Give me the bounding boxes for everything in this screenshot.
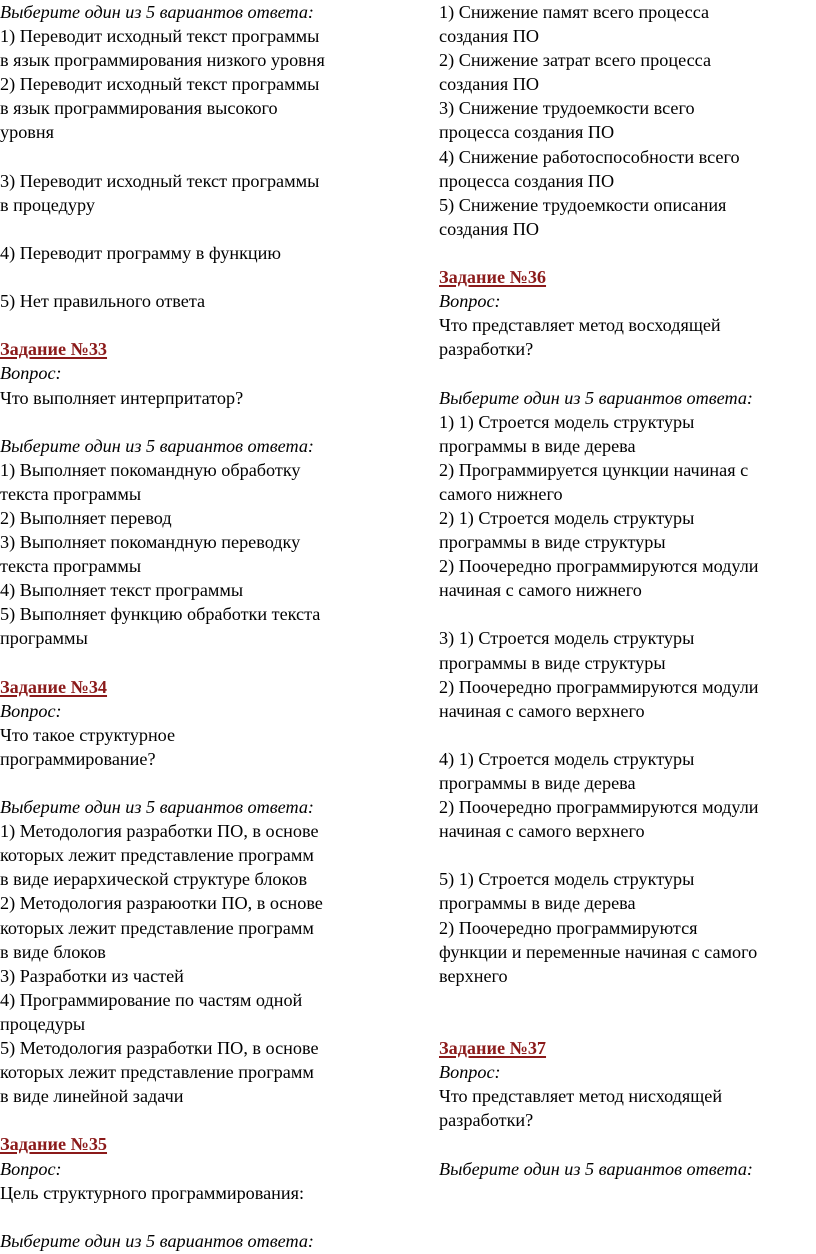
text-line: 2) Переводит исходный текст программы bbox=[0, 74, 320, 95]
blank-line bbox=[0, 1108, 400, 1132]
text-line: 5) Выполняет функцию обработки текста bbox=[0, 604, 321, 625]
text-line: Что представляет метод нисходящей bbox=[439, 1086, 723, 1107]
task-heading: Задание №37 bbox=[439, 1038, 547, 1059]
text-line: 4) Программирование по частям одной bbox=[0, 989, 303, 1010]
text-line: 5) Нет правильного ответа bbox=[0, 291, 206, 312]
text-line: создания ПО bbox=[439, 74, 539, 95]
text-line: создания ПО bbox=[439, 26, 539, 47]
blank-line bbox=[439, 988, 816, 1012]
blank-line bbox=[0, 217, 400, 241]
text-line: разработки? bbox=[439, 339, 534, 360]
text-line: начиная с самого верхнего bbox=[439, 821, 645, 842]
text-line: 4) Переводит программу в функцию bbox=[0, 242, 281, 263]
text-line: 4) Выполняет текст программы bbox=[0, 580, 244, 601]
blank-line bbox=[0, 410, 400, 434]
text-line: в виде линейной задачи bbox=[0, 1086, 184, 1107]
blank-line bbox=[439, 843, 816, 867]
text-line: 2) Поочередно программируются bbox=[439, 917, 698, 938]
prompt-label: Вопрос: bbox=[0, 700, 62, 721]
blank-line bbox=[439, 602, 816, 626]
text-line: создания ПО bbox=[439, 218, 539, 239]
text-line: 5) 1) Строется модель структуры bbox=[439, 869, 695, 890]
text-line: которых лежит представление программ bbox=[0, 917, 314, 938]
prompt-label: Вопрос: bbox=[0, 1158, 62, 1179]
text-line: 3) Снижение трудоемкости всего bbox=[439, 98, 695, 119]
text-line: программирование? bbox=[0, 748, 156, 769]
prompt-label: Выберите один из 5 вариантов ответа: bbox=[439, 387, 753, 408]
text-line: программы bbox=[0, 628, 88, 649]
text-line: Что такое структурное bbox=[0, 724, 176, 745]
text-line: текста программы bbox=[0, 483, 142, 504]
text-line: программы в виде структуры bbox=[439, 532, 666, 553]
blank-line bbox=[439, 1132, 816, 1156]
prompt-label: Выберите один из 5 вариантов ответа: bbox=[0, 1230, 314, 1251]
text-line: процесса создания ПО bbox=[439, 122, 615, 143]
text-line: 5) Снижение трудоемкости описания bbox=[439, 194, 727, 215]
prompt-label: Выберите один из 5 вариантов ответа: bbox=[0, 435, 314, 456]
text-line: начиная с самого нижнего bbox=[439, 580, 642, 601]
blank-line bbox=[0, 145, 400, 169]
blank-line bbox=[0, 771, 400, 795]
text-line: разработки? bbox=[439, 1110, 534, 1131]
blank-line bbox=[439, 723, 816, 747]
text-line: программы в виде дерева bbox=[439, 773, 636, 793]
task-heading: Задание №35 bbox=[0, 1134, 108, 1155]
text-line: 2) Выполняет перевод bbox=[0, 507, 172, 528]
text-line: 2) Поочередно программируются модули bbox=[439, 797, 759, 818]
text-line: 2) 1) Строется модель структуры bbox=[439, 507, 695, 528]
text-line: 3) 1) Строется модель структуры bbox=[439, 628, 695, 649]
right-column bbox=[439, 0, 816, 1181]
text-line: функции и переменные начиная с самого bbox=[439, 941, 758, 962]
blank-line bbox=[0, 651, 400, 675]
text-line: начиная с самого верхнего bbox=[439, 700, 645, 721]
text-line: верхнего bbox=[439, 965, 508, 986]
text-line: Что выполняет интерпритатор? bbox=[0, 387, 244, 408]
text-line: 2) Поочередно программируются модули bbox=[439, 556, 759, 577]
text-line: 2) Методология разраюотки ПО, в основе bbox=[0, 893, 323, 914]
blank-line bbox=[0, 313, 400, 337]
task-heading: Задание №34 bbox=[0, 676, 108, 697]
text-line: 2) Снижение затрат всего процесса bbox=[439, 50, 712, 71]
blank-line bbox=[0, 1205, 400, 1229]
blank-line bbox=[439, 361, 816, 385]
blank-line bbox=[0, 265, 400, 289]
text-line: программы в виде дерева bbox=[439, 435, 636, 456]
text-line: процесса создания ПО bbox=[439, 170, 615, 191]
text-line: которых лежит представление программ bbox=[0, 1062, 314, 1083]
prompt-label: Вопрос: bbox=[439, 1062, 501, 1083]
prompt-label: Выберите один из 5 вариантов ответа: bbox=[439, 1158, 753, 1179]
text-line: уровня bbox=[0, 122, 54, 143]
text-line: Что представляет метод восходящей bbox=[439, 315, 721, 336]
task-heading: Задание №36 bbox=[439, 267, 547, 288]
text-line: Цель структурного программирования: bbox=[0, 1182, 305, 1203]
text-line: 1) Снижение памят всего процесса bbox=[439, 2, 710, 22]
text-line: программы в виде структуры bbox=[439, 652, 666, 673]
blank-line bbox=[439, 1012, 816, 1036]
prompt-label: Выберите один из 5 вариантов ответа: bbox=[0, 2, 314, 22]
text-line: 1) 1) Строется модель структуры bbox=[439, 411, 695, 432]
text-line: 1) Методология разработки ПО, в основе bbox=[0, 821, 319, 842]
task-heading: Задание №33 bbox=[0, 339, 108, 360]
text-line: в виде иерархической структуре блоков bbox=[0, 869, 308, 890]
left-column bbox=[0, 0, 400, 1253]
text-line: в процедуру bbox=[0, 194, 95, 215]
text-line: которых лежит представление программ bbox=[0, 845, 314, 866]
text-line: в язык программирования высокого bbox=[0, 98, 278, 119]
text-line: 2) Поочередно программируются модули bbox=[439, 676, 759, 697]
text-line: 3) Переводит исходный текст программы bbox=[0, 170, 320, 191]
prompt-label: Выберите один из 5 вариантов ответа: bbox=[0, 797, 314, 818]
text-line: 4) 1) Строется модель структуры bbox=[439, 748, 695, 769]
text-line: 5) Методология разработки ПО, в основе bbox=[0, 1038, 319, 1059]
text-line: 1) Выполняет покомандную обработку bbox=[0, 459, 301, 480]
text-line: текста программы bbox=[0, 556, 142, 577]
prompt-label: Вопрос: bbox=[439, 291, 501, 312]
text-line: 3) Выполняет покомандную переводку bbox=[0, 532, 301, 553]
text-line: в язык программирования низкого уровня bbox=[0, 50, 325, 71]
text-line: самого нижнего bbox=[439, 483, 563, 504]
text-line: 2) Программируется цункции начиная с bbox=[439, 459, 749, 480]
prompt-label: Вопрос: bbox=[0, 363, 62, 384]
text-line: 3) Разработки из частей bbox=[0, 965, 184, 986]
text-line: 1) Переводит исходный текст программы bbox=[0, 26, 320, 47]
text-line: процедуры bbox=[0, 1013, 86, 1034]
text-line: 4) Снижение работоспособности всего bbox=[439, 146, 740, 167]
text-line: в виде блоков bbox=[0, 941, 106, 962]
blank-line bbox=[439, 241, 816, 265]
text-line: программы в виде дерева bbox=[439, 893, 636, 914]
